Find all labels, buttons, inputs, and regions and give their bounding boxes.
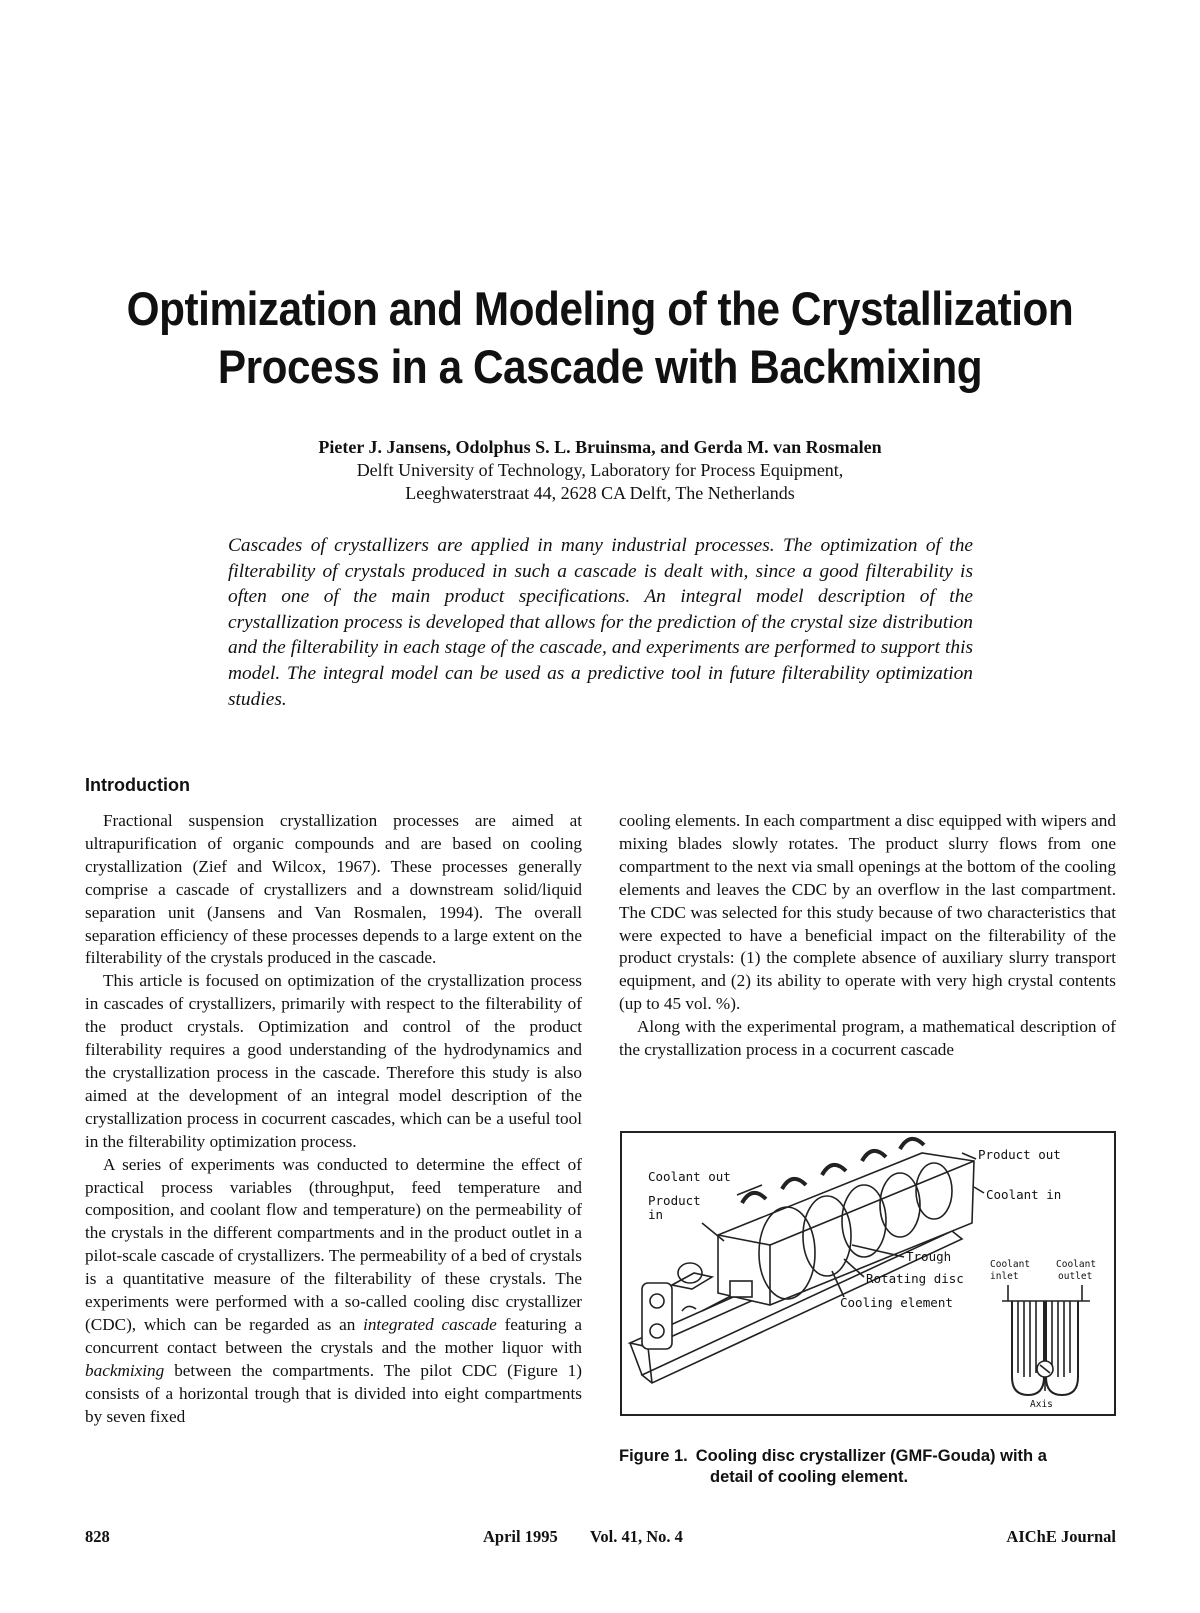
affiliation-line-1: Delft University of Technology, Laboratory for Process Equipment, xyxy=(356,460,844,480)
paper-title xyxy=(114,280,1086,396)
paragraph: cooling elements. In each compartment a disc equipped with wipers and mixing blades slowly rotates. The product slurry flows from one compartment to the next via small openings at the bottom of the cooling elements and leaves the CDC by an overflow in the last compartment. The CDC was selected for this study because of two characteristics that were expected to have a beneficial impact on the filterability of the product crystals: (1) the complete absence of auxiliary slurry transport equipment, and (2) its ability to operate with very high crystal contents (up to 45 vol. %). xyxy=(619,811,1116,1014)
caption-text-1: Cooling disc crystallizer (GMF-Gouda) with a xyxy=(695,1447,1047,1465)
label-detail-coolant-inlet-2: inlet xyxy=(990,1271,1019,1282)
paragraph-text: A series of experiments was conducted to determine the effect of practical process variables (throughput, feed temperature and composition, and coolant flow and temperature) on the permeability of the crystals in the different compartments and in the product outlet in a pilot-scale cascade of crystallizers. The permeability of a bed of crystals is a quantitative measure of the filterability of these crystals. The experiments were performed with a so-called cooling disc crystallizer (CDC), which can be regarded as an xyxy=(85,1154,582,1334)
label-detail-coolant-outlet-2: outlet xyxy=(1058,1271,1093,1282)
paragraph-text: between the compartments. The pilot CDC (Figure 1) consists of a horizontal trough that is divided into eight compartments by seven fixed xyxy=(85,1360,583,1426)
label-axis: Axis xyxy=(1030,1399,1053,1410)
label-coolant-in: Coolant in xyxy=(986,1187,1062,1202)
label-product-in-1: Product xyxy=(648,1193,701,1208)
volume-issue: Vol. 41, No. 4 xyxy=(590,1527,683,1546)
figure-caption xyxy=(619,1446,1119,1488)
label-detail-coolant-inlet-1: Coolant xyxy=(990,1259,1031,1270)
label-trough: Trough xyxy=(906,1249,952,1264)
paragraph: Along with the experimental program, a mathematical description of the crystallization process in a cocurrent cascade xyxy=(619,1017,1116,1060)
label-product-in-2: in xyxy=(648,1207,664,1222)
author-block xyxy=(100,436,1100,505)
label-coolant-out: Coolant out xyxy=(648,1169,731,1184)
paragraph xyxy=(85,970,582,1153)
right-column xyxy=(619,810,1116,1062)
label-rotating-disc: Rotating disc xyxy=(866,1271,964,1286)
paragraph-text: featuring a concurrent contact between the crystals and the mother liquor with xyxy=(85,1314,582,1357)
paragraph xyxy=(85,1154,582,1429)
label-detail-coolant-outlet-1: Coolant xyxy=(1056,1259,1097,1270)
left-column xyxy=(85,810,582,1428)
paragraph-text: This article is focused on optimization of the crystallization process in cascades of crystallizers, primarily with respect to the filterability of the product crystals. Optimization and control of the product filterability requires a good understanding of the hydrodynamics and the crystallization process in the cascade. Therefore this study is also aimed at the development of an integral model description of the crystallization process in cocurrent cascades, which can be a useful tool in the filterability optimization process. xyxy=(85,971,582,1151)
title-line-1: Optimization and Modeling of the Crystallization xyxy=(126,282,1074,335)
section-heading: Introduction xyxy=(85,775,190,795)
caption-text-2: detail of cooling element. xyxy=(710,1468,909,1486)
label-cooling-element: Cooling element xyxy=(840,1295,953,1310)
issue-date: April 1995 xyxy=(483,1527,558,1546)
page-number: 828 xyxy=(85,1527,110,1546)
abstract: Cascades of crystallizers are applied in many industrial processes. The optimization of the filterability of crystals produced in such a cascade is dealt with, since a good filterability is often one of the main product specifications. An integral model description of the crystallization process is developed that allows for the prediction of the crystal size distribution and the filterability in each stage of the cascade, and experiments are performed to support this model. The integral model can be used as a predictive tool in future filterability optimization studies. xyxy=(228,535,973,710)
affiliation-line-2: Leeghwaterstraat 44, 2628 CA Delft, The Netherlands xyxy=(405,483,795,503)
caption-number: Figure 1. xyxy=(619,1447,688,1465)
figure-1 xyxy=(620,1131,1116,1416)
author-names: Pieter J. Jansens, Odolphus S. L. Bruinsma, and Gerda M. van Rosmalen xyxy=(318,437,882,457)
paragraph: Fractional suspension crystallization processes are aimed at ultrapurification of organic compounds and are based on cooling crystallization (Zief and Wilcox, 1967). These processes generally comprise a cascade of crystallizers and a downstream solid/liquid separation unit (Jansens and Van Rosmalen, 1994). The overall separation efficiency of these processes depends to a large extent on the filterability of the crystals produced in the cascade. xyxy=(85,811,582,968)
emphasis-text: backmixing xyxy=(85,1360,165,1380)
journal-name: AIChE Journal xyxy=(1006,1527,1116,1546)
title-line-2: Process in a Cascade with Backmixing xyxy=(217,340,983,393)
emphasis-text: integrated cascade xyxy=(363,1314,497,1334)
label-product-out: Product out xyxy=(978,1147,1061,1162)
